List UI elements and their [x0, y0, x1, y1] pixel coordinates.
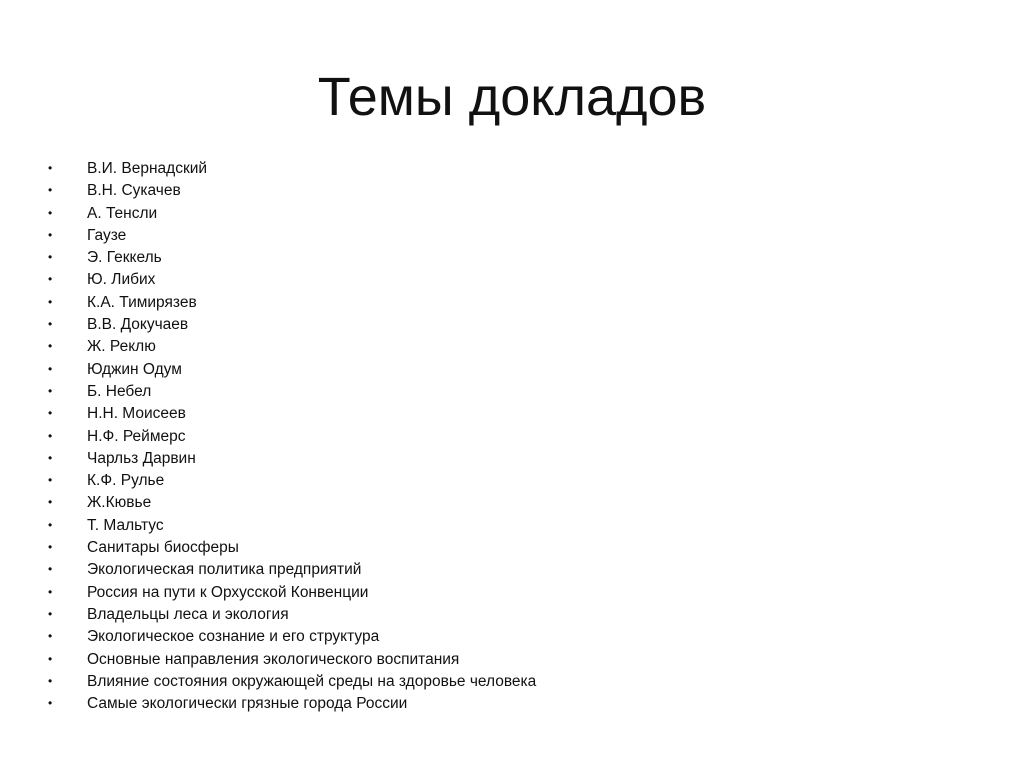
list-item — [48, 494, 568, 511]
bullet-icon: • — [48, 584, 53, 599]
list-item-text: Юджин Одум — [87, 360, 182, 378]
list-item — [48, 628, 568, 645]
bullet-icon: • — [48, 562, 53, 577]
list-item — [48, 517, 568, 534]
list-item-text: Самые экологически грязные города России — [87, 695, 408, 713]
list-item-text: Т. Мальтус — [87, 516, 164, 534]
bullet-icon: • — [48, 250, 53, 265]
list-item-text: Б. Небел — [87, 382, 152, 400]
list-item — [48, 695, 568, 712]
list-item-text: В.Н. Сукачев — [87, 182, 181, 200]
list-item — [48, 450, 568, 467]
list-item — [48, 472, 568, 489]
list-item-text: Чарльз Дарвин — [87, 449, 196, 467]
list-item-text: Основные направления экологического воспитания — [87, 650, 460, 668]
bullet-icon: • — [48, 406, 53, 421]
list-item — [48, 673, 568, 690]
list-item — [48, 294, 568, 311]
list-item — [48, 539, 568, 556]
list-item — [48, 205, 568, 222]
list-item — [48, 606, 568, 623]
bullet-icon: • — [48, 272, 53, 287]
list-item — [48, 383, 568, 400]
bullet-icon: • — [48, 696, 53, 711]
list-item-text: В.В. Докучаев — [87, 316, 189, 334]
list-item — [48, 561, 568, 578]
list-item-text: Экологическая политика предприятий — [87, 561, 362, 579]
list-item-text: А. Тенсли — [87, 204, 158, 222]
bullet-icon: • — [48, 294, 53, 309]
slide-title: Темы докладов — [317, 67, 707, 127]
bullet-icon: • — [48, 428, 53, 443]
bullet-icon: • — [48, 540, 53, 555]
list-item — [48, 160, 568, 177]
list-item — [48, 338, 568, 355]
list-item — [48, 651, 568, 668]
list-item-text: К.Ф. Рулье — [87, 472, 165, 490]
list-item-text: Н.Н. Моисеев — [87, 405, 186, 423]
list-item — [48, 182, 568, 199]
bullet-icon: • — [48, 673, 53, 688]
list-item — [48, 584, 568, 601]
list-item-text: Ю. Либих — [87, 271, 156, 289]
bullet-icon: • — [48, 183, 53, 198]
bullet-icon: • — [48, 161, 53, 175]
list-item — [48, 428, 568, 445]
bullet-icon: • — [48, 339, 53, 354]
bullet-icon: • — [48, 495, 53, 510]
list-item-text: Э. Геккель — [87, 249, 162, 267]
bullet-icon: • — [48, 629, 53, 644]
bullet-icon: • — [48, 317, 53, 332]
list-item-text: Ж.Кювье — [87, 494, 152, 512]
list-item-text: Гаузе — [87, 226, 127, 244]
list-item — [48, 405, 568, 422]
list-item-text: Н.Ф. Реймерс — [87, 427, 186, 445]
list-item-text: К.А. Тимирязев — [87, 293, 197, 311]
list-item — [48, 249, 568, 266]
bullet-icon: • — [48, 450, 53, 465]
list-item-text: В.И. Вернадский — [87, 160, 208, 177]
bullet-icon: • — [48, 517, 53, 532]
bullet-icon: • — [48, 361, 53, 376]
list-item — [48, 316, 568, 333]
list-item-text: Россия на пути к Орхусской Конвенции — [87, 583, 369, 601]
list-item — [48, 227, 568, 244]
list-item — [48, 271, 568, 288]
list-item-text: Владельцы леса и экология — [87, 605, 289, 623]
bullet-icon: • — [48, 383, 53, 398]
list-item-text: Санитары биосферы — [87, 539, 239, 557]
bullet-icon: • — [48, 473, 53, 488]
list-item — [48, 361, 568, 378]
bullet-icon: • — [48, 651, 53, 666]
list-item-text: Экологическое сознание и его структура — [87, 628, 380, 646]
bullet-icon: • — [48, 205, 53, 220]
list-item-text: Влияние состояния окружающей среды на здоровье человека — [87, 672, 537, 690]
bullet-icon: • — [48, 606, 53, 621]
bullet-icon: • — [48, 227, 53, 242]
list-item-text: Ж. Реклю — [87, 338, 156, 356]
topic-list — [48, 160, 568, 717]
